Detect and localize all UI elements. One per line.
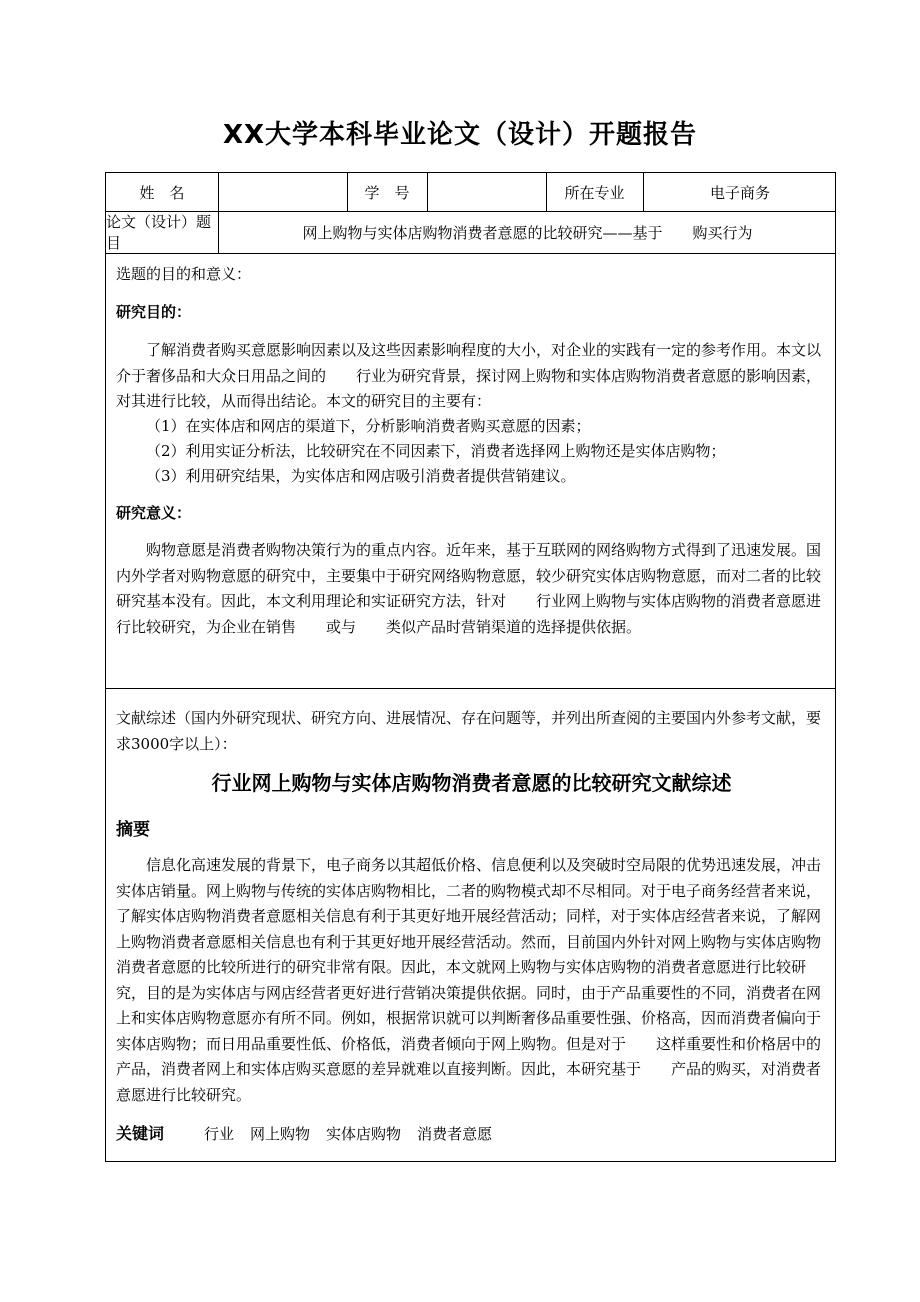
report-table (105, 172, 836, 1162)
abstract-paragraph: 信息化高速发展的背景下，电子商务以其超低价格、信息便利以及突破时空局限的优势迅速发展，冲击实体店销量。网上购物与传统的实体店购物相比，二者的购物模式却不尽相同。对于电子商务经营者来说，了解实体店购物消费者意愿相关信息有利于其更好地开展经营活动；同样，对于实体店经营者来说，了解网上购物消费者意愿相关信息也有利于其更好地开展经营活动。然而，目前国内外针对网上购物与实体店购物消费者意愿的比较所进行的研究非常有限。因此，本文就网上购物与实体店购物的消费者意愿进行比较研究，目的是为实体店与网店经营者更好进行营销决策提供依据。同时，由于产品重要性的不同，消费者在网上和实体店购物意愿亦有所不同。例如，根据常识就可以判断奢侈品重要性强、价格高，因而消费者偏向于实体店购物；而日用品重要性低、价格低，消费者倾向于网上购物。但是对于 这样重要性和价格居中的产品，消费者网上和实体店购买意愿的差异就难以直接判断。因此，本研究基于 产品的购买，对消费者意愿进行比较研究。 (116, 856, 822, 1104)
page-title: XX大学本科毕业论文（设计）开题报告 (222, 120, 698, 150)
row-divider (106, 253, 835, 254)
goal-heading: 研究目的： (116, 303, 192, 321)
significance-heading: 研究意义： (116, 504, 192, 522)
section-divider (106, 688, 835, 689)
name-value (218, 173, 347, 211)
abstract-heading: 摘要 (116, 820, 150, 840)
topic-value: 网上购物与实体店购物消费者意愿的比较研究——基于 购买行为 (302, 223, 753, 242)
major-value: 电子商务 (709, 183, 770, 202)
review-title: 行业网上购物与实体店购物消费者意愿的比较研究文献综述 (211, 771, 732, 795)
significance-paragraph: 购物意愿是消费者购物决策行为的重点内容。近年来，基于互联网的网络购物方式得到了迅速发展。国内外学者对购物意愿的研究中，主要集中于研究网络购物意愿，较少研究实体店购物意愿，而对二者的比较研究基本没有。因此，本文利用理论和实证研究方法，针对 行业网上购物与实体店购物的消费者意愿进行比较研究，为企业在销售 或与 类似产品时营销渠道的选择提供依据。 (116, 541, 822, 636)
keywords-label: 关键词 (116, 1124, 165, 1143)
student-id-value (427, 173, 546, 211)
student-id-label: 学 号 (364, 183, 410, 202)
goal-paragraph: 了解消费者购买意愿影响因素以及这些因素影响程度的大小，对企业的实践有一定的参考作用。本文以介于奢侈品和大众日用品之间的 行业为研究背景，探讨网上购物和实体店购物消费者意愿的影响因素，对其进行比较，从而得出结论。本文的研究目的主要有： (116, 341, 822, 410)
major-label: 所在专业 (564, 183, 625, 202)
goal-item: （1）在实体店和网店的渠道下，分析影响消费者购买意愿的因素； (146, 417, 591, 435)
topic-label: 论文（设计）题目 (106, 213, 212, 252)
keywords-row (116, 1121, 508, 1144)
keyword: 行业 (204, 1125, 235, 1143)
keyword: 实体店购物 (326, 1125, 402, 1143)
keyword: 网上购物 (250, 1125, 311, 1143)
purpose-heading: 选题的目的和意义： (116, 265, 252, 283)
literature-instruction: 文献综述（国内外研究现状、研究方向、进展情况、存在问题等，并列出所查阅的主要国内外参考文献，要求3000字以上）： (116, 709, 822, 753)
goal-item: （3）利用研究结果，为实体店和网店吸引消费者提供营销建议。 (146, 467, 576, 485)
keyword: 消费者意愿 (417, 1125, 493, 1143)
name-label: 姓 名 (139, 183, 185, 202)
goal-item: （2）利用实证分析法，比较研究在不同因素下，消费者选择网上购物还是实体店购物； (146, 442, 726, 460)
